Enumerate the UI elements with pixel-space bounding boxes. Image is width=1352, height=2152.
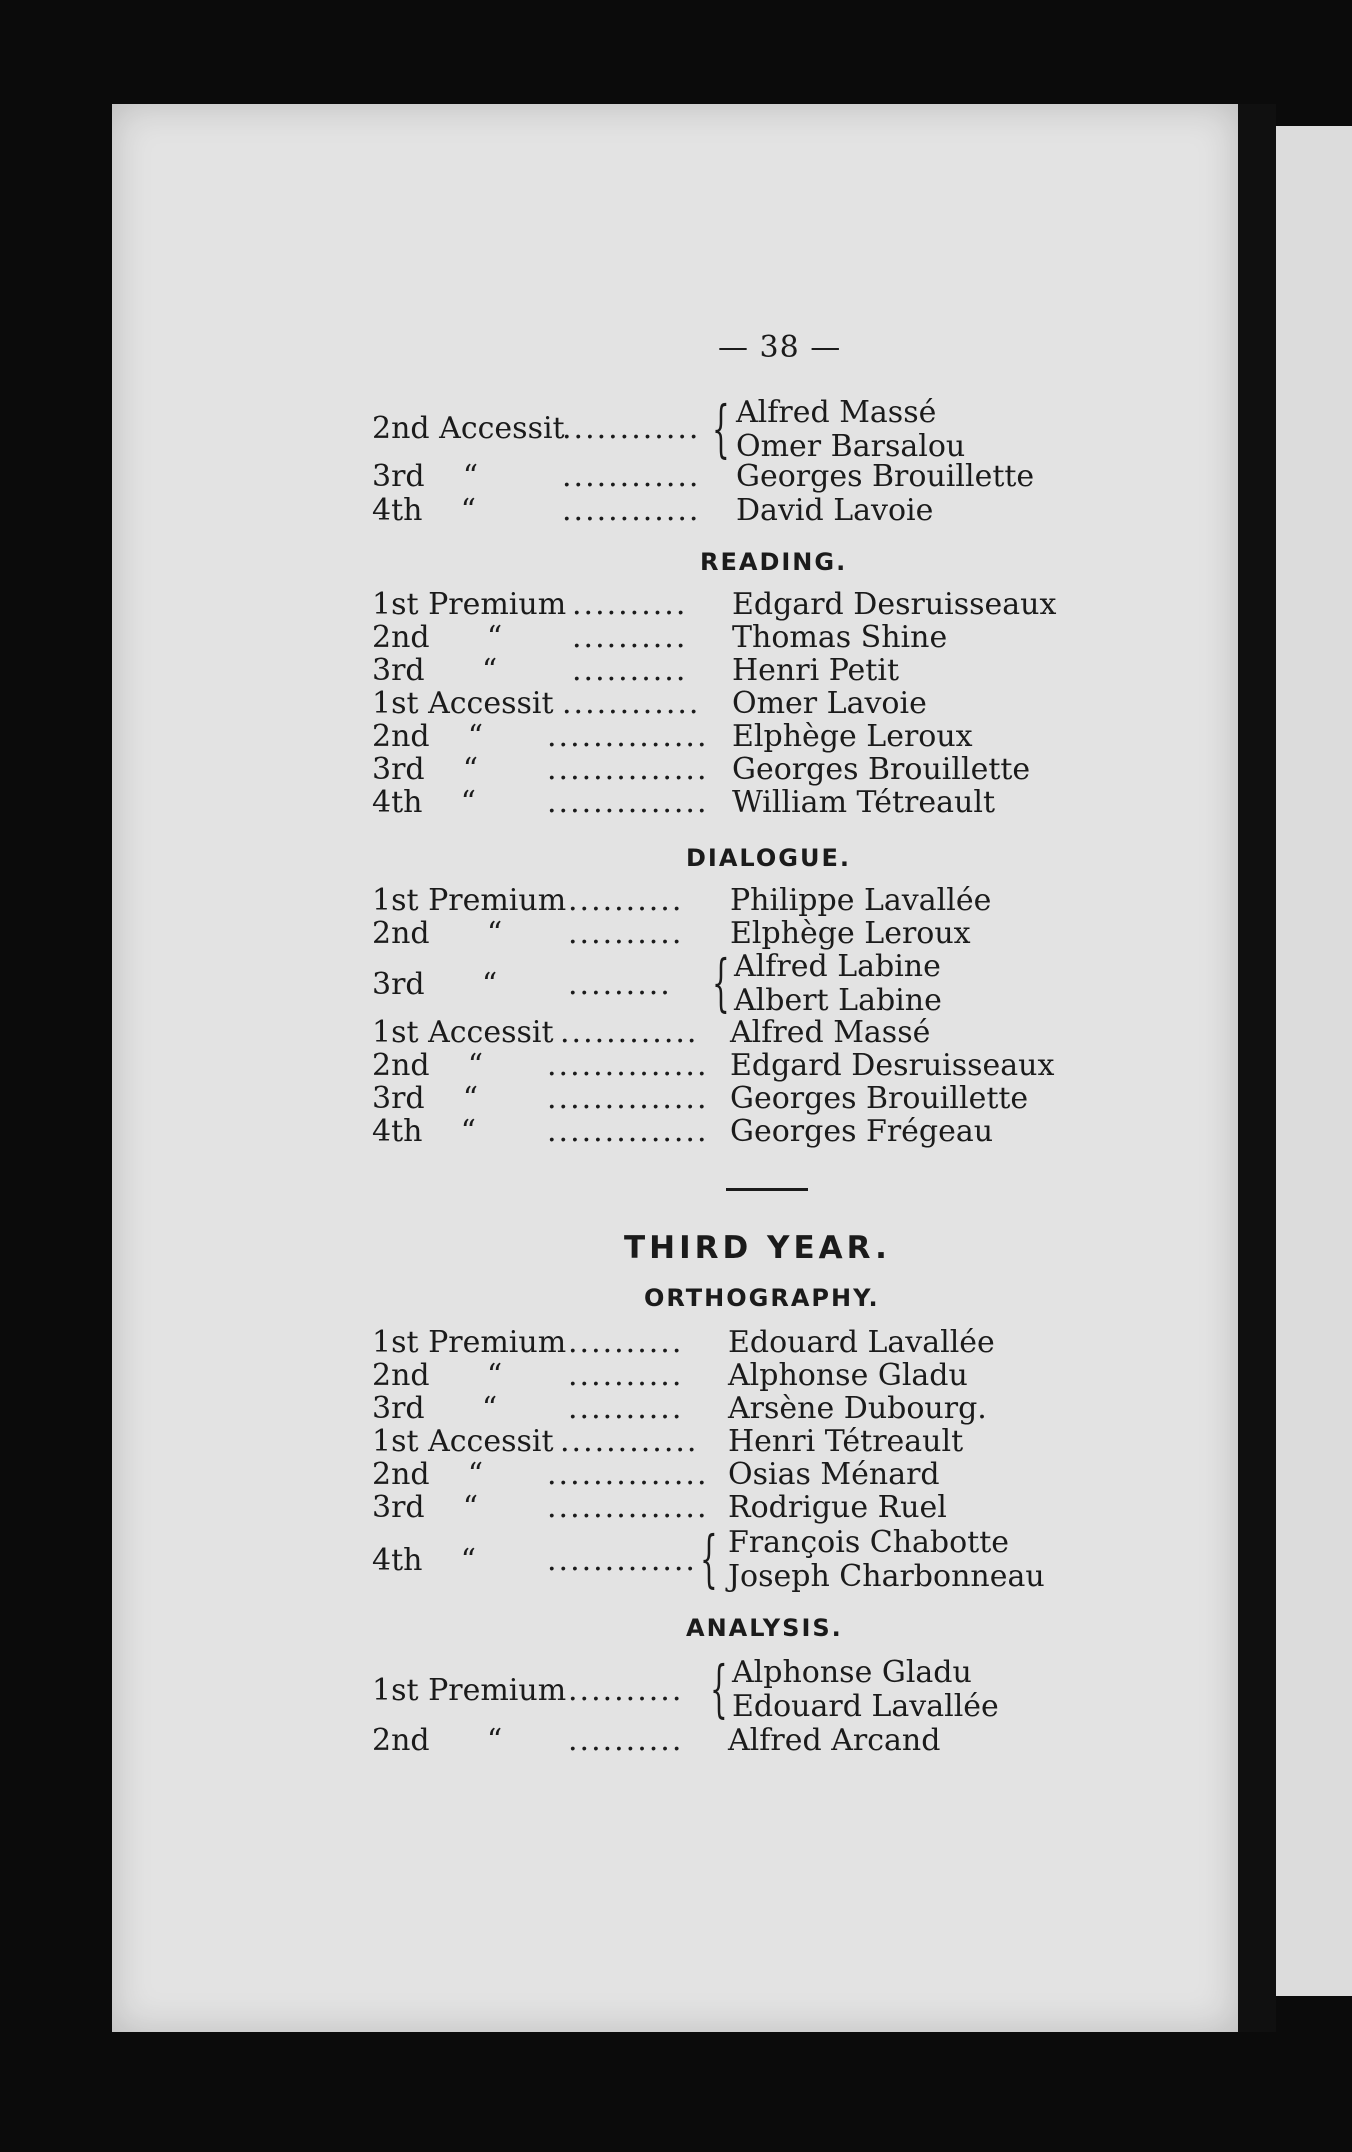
recipient-name: Rodrigue Ruel [728,1490,947,1525]
recipient-name: Georges Brouillette [736,459,1035,494]
recipient-name: Edgard Desruisseaux [732,587,1057,622]
award-label: 3rd “ [372,653,498,688]
divider-rule [726,1188,808,1191]
leader-dots: .......... [568,883,684,918]
award-label: 2nd “ [372,620,503,655]
award-label: 3rd “ [372,1490,479,1525]
recipient-name: Albert Labine [734,983,942,1018]
leader-dots: .......... [568,916,684,951]
leader-dots: .......... [568,1325,684,1360]
recipient-name: David Lavoie [736,493,934,528]
award-label: 3rd “ [372,459,479,494]
recipient-name: Philippe Lavallée [730,883,992,918]
award-label: 4th “ [372,493,476,528]
recipient-name: Arsène Dubourg. [728,1391,987,1426]
leader-dots: .............. [547,719,709,754]
recipient-name: Henri Petit [732,653,900,688]
recipient-name: Alfred Arcand [728,1723,941,1758]
award-label: 4th “ [372,1114,476,1149]
award-row [372,1082,1072,1116]
award-label: 2nd “ [372,1723,503,1758]
award-row [372,494,1072,528]
recipient-name: Georges Brouillette [730,1081,1029,1116]
recipient-name: Edgard Desruisseaux [730,1048,1055,1083]
leader-dots: ......... [568,967,672,1002]
recipient-name: Osias Ménard [728,1457,940,1492]
leader-dots: .......... [572,620,688,655]
brace: { [700,1522,718,1595]
award-row [372,1049,1072,1083]
award-row [372,1016,1072,1050]
recipient-name: Edouard Lavallée [732,1689,999,1724]
award-row [372,588,1072,622]
leader-dots: .............. [547,1048,709,1083]
recipient-name: Georges Frégeau [730,1114,994,1149]
leader-dots: ............ [560,1424,699,1459]
recipient-name: Edouard Lavallée [728,1325,995,1360]
award-label: 1st Premium [372,1673,567,1708]
award-row [372,1359,1072,1393]
recipient-name: Joseph Charbonneau [728,1559,1045,1594]
leader-dots: .............. [547,785,709,820]
leader-dots: .......... [568,1673,684,1708]
recipient-name: Alfred Labine [734,949,941,984]
leader-dots: .......... [568,1723,684,1758]
award-row [372,1652,1072,1725]
leader-dots: ............ [562,459,701,494]
brace: { [710,1652,728,1725]
leader-dots: .............. [547,1490,709,1525]
recipient-name: William Tétreault [732,785,995,820]
recipient-name: Georges Brouillette [732,752,1031,787]
recipient-name: Alfred Massé [730,1015,931,1050]
award-label: 3rd “ [372,752,479,787]
award-row [372,1491,1072,1525]
award-row [372,1115,1072,1149]
award-row [372,884,1072,918]
award-label: 3rd “ [372,1081,479,1116]
recipient-name: Thomas Shine [732,620,948,655]
leader-dots: ............ [562,686,701,721]
leader-dots: .............. [547,1114,709,1149]
recipient-name: Elphège Leroux [732,719,973,754]
recipient-name: Omer Lavoie [732,686,927,721]
award-label: 4th “ [372,1543,476,1578]
award-row [372,753,1072,787]
leader-dots: .......... [568,1391,684,1426]
award-row [372,786,1072,820]
brace: { [712,946,730,1019]
award-label: 3rd “ [372,1391,498,1426]
recipient-name: Alphonse Gladu [728,1358,968,1393]
recipient-name: Alphonse Gladu [732,1655,972,1690]
brace: { [712,392,730,465]
award-row [372,1458,1072,1492]
award-row [372,1326,1072,1360]
award-label: 1st Accessit [372,1424,554,1459]
section-heading: DIALOGUE. [686,844,851,872]
leader-dots: ............ [562,411,701,446]
leader-dots: ............ [562,493,701,528]
recipient-name: François Chabotte [728,1525,1010,1560]
section-heading: ANALYSIS. [686,1614,843,1642]
year-heading: THIRD YEAR. [624,1230,891,1266]
award-label: 4th “ [372,785,476,820]
award-row [372,946,1072,1019]
award-row [372,1522,1072,1595]
leader-dots: ............ [560,1015,699,1050]
award-row [372,460,1072,494]
recipient-name: Elphège Leroux [730,916,971,951]
leader-dots: .......... [572,653,688,688]
award-label: 1st Accessit [372,686,554,721]
award-label: 2nd “ [372,719,484,754]
page-number: — 38 — [718,330,842,365]
award-label: 2nd “ [372,1048,484,1083]
award-label: 1st Premium [372,1325,567,1360]
section-heading: ORTHOGRAPHY. [644,1284,880,1312]
leader-dots: ............. [547,1543,697,1578]
award-row [372,1724,1072,1758]
leader-dots: .............. [547,752,709,787]
award-label: 3rd “ [372,967,498,1002]
award-row [372,1425,1072,1459]
award-row [372,621,1072,655]
award-label: 1st Premium [372,883,567,918]
award-label: 1st Premium [372,587,567,622]
leader-dots: .......... [572,587,688,622]
award-label: 2nd Accessit [372,411,565,446]
award-label: 1st Accessit [372,1015,554,1050]
award-row [372,687,1072,721]
leader-dots: .......... [568,1358,684,1393]
award-row [372,654,1072,688]
leader-dots: .............. [547,1081,709,1116]
recipient-name: Alfred Massé [736,395,937,430]
recipient-name: Henri Tétreault [728,1424,964,1459]
award-row [372,1392,1072,1426]
leader-dots: .............. [547,1457,709,1492]
section-heading: READING. [700,548,848,576]
award-label: 2nd “ [372,1457,484,1492]
award-label: 2nd “ [372,1358,503,1393]
award-label: 2nd “ [372,916,503,951]
award-row [372,720,1072,754]
recipient-name: Omer Barsalou [736,429,966,464]
award-row [372,392,1072,465]
